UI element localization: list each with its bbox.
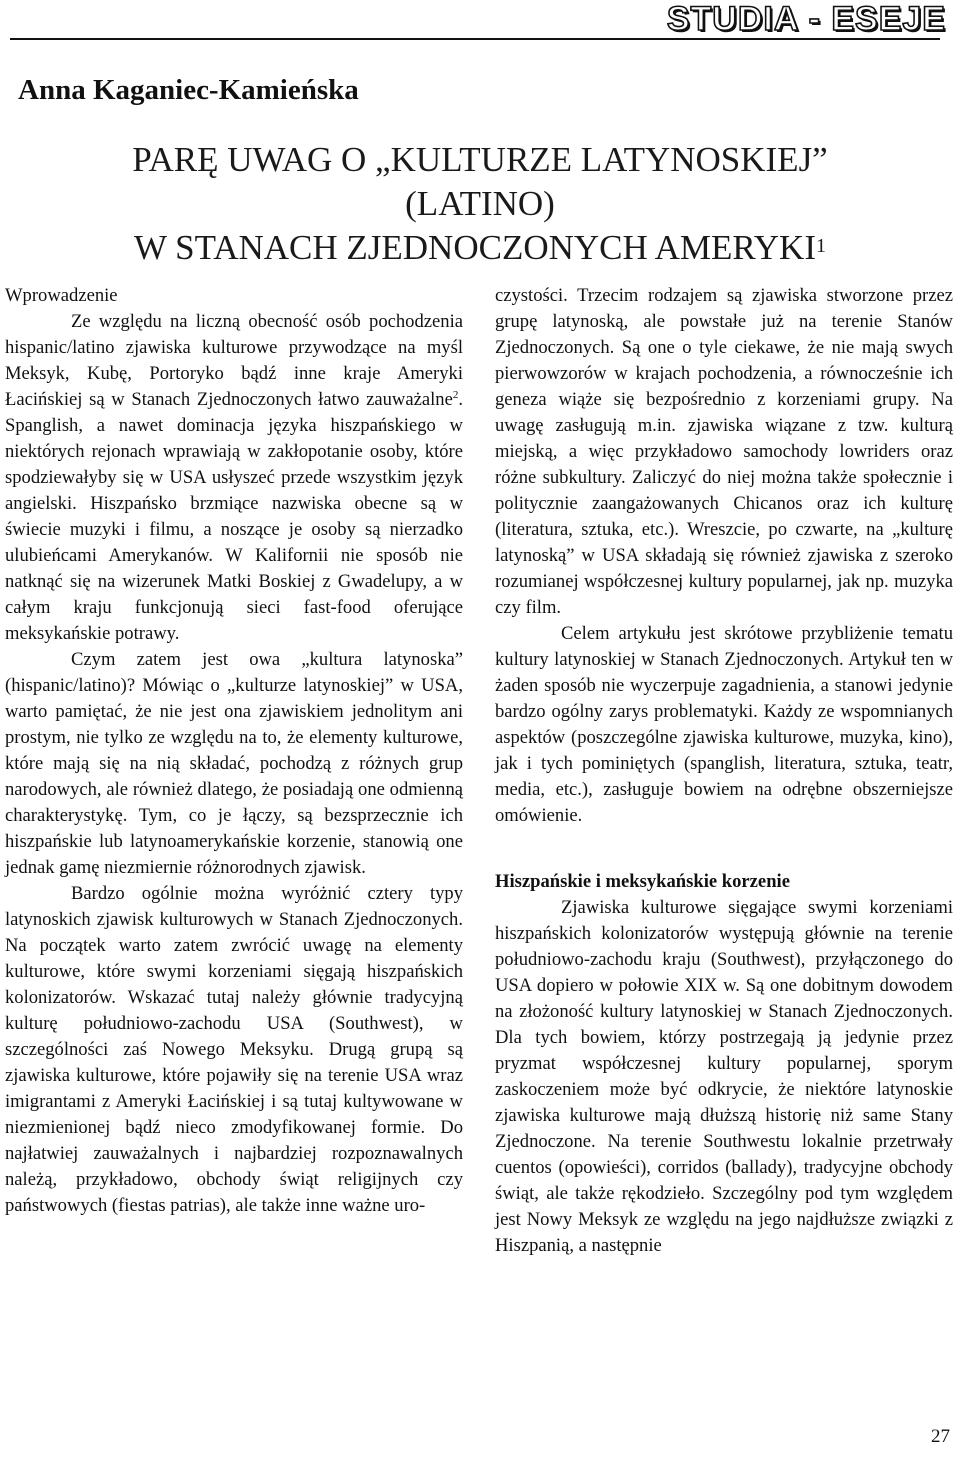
paragraph-text: Ze względu na liczną obecność osób pochodzenia hispanic/latino zjawiska kulturowe przywodzące na myśl Meksyk, Kubę, Portoryko bądź inne kraje Ameryki Łacińskiej są w Stanach Zjednoczonych łatwo zauważalne (5, 311, 463, 410)
paragraph: czystości. Trzecim rodzajem są zjawiska stworzone przez grupę latynoską, ale powstałe już na terenie Stanów Zjednoczonych. Są one o tyle ciekawe, że nie mają swych pierwowzorów w krajach pochodzenia, a równocześnie ich geneza wiąże się bezpośrednio z korzeniami grupy. Na uwagę zasługują m.in. zjawiska wiązane z tzw. kulturą miejską, a więc przykładowo samochody lowriders oraz różne subkultury. Zaliczyć do niej można także społecznie i politycznie zaangażowanych Chicanos oraz ich kulturę (literatura, sztuka, etc.). Wreszcie, po czwarte, na „kulturę latynoską” w USA składają się również zjawiska z szeroko rozumianej współczesnej kultury popularnej, jak np. muzyka czy film. (495, 285, 953, 618)
paragraph: Zjawiska kulturowe sięgające swymi korzeniami hiszpańskich kolonizatorów występują głównie na terenie południowo-zachodu kraju (Southwest), przyłączonego do USA dopiero w połowie XIX w. Są one dobitnym dowodem na złożoność kultury latynoskiej w Stanach Zjednoczonych. Dla tych bowiem, którzy postrzegają ją jedynie przez pryzmat współczesnej kultury popularnej, sporym zaskoczeniem może być odkrycie, że niektóre latynoskie zjawiska kulturowe mają dłuższą historię niż same Stany Zjednoczone. Na terenie Southwestu lokalnie przetrwały cuentos (opowieści), corridos (ballady), tradycyjne obchody świąt, ale także rękodzieło. Szczególny pod tym względem jest Nowy Meksyk ze względu na jego najdłuższe związki z Hiszpanią, a następnie (495, 897, 953, 1256)
article-title (40, 138, 920, 270)
author-name: Anna Kaganiec-Kamieńska (18, 74, 359, 106)
footnote-mark: 2 (452, 388, 459, 401)
section-label: STUDIA - ESEJE (666, 0, 946, 38)
title-line-3 (40, 226, 920, 270)
title-line-3-text: W STANACH ZJEDNOCZONYCH AMERYKI (134, 228, 816, 267)
paragraph: Celem artykułu jest skrótowe przybliżenie tematu kultury latynoskiej w Stanach Zjednoczonych. Artykuł ten w żaden sposób nie wyczerpuje zagadnienia, a stanowi jedynie bardzo ogólny zarys problematyki. Każdy ze wspomnianych aspektów (poszczególne zjawiska kulturowe, muzyka, kino), jak i tych pominiętych (spanglish, literatura, sztuka, teatr, media, etc.), zasługuje bowiem na odrębne obszerniejsze omówienie. (495, 623, 953, 826)
paragraph-text: . Spanglish, a nawet dominacja języka hiszpańskiego w niektórych rejonach wprawiają w zakłopotanie osoby, które spodziewałyby się w USA usłyszeć przede wszystkim język angielski. Hiszpańsko brzmiące nazwiska obecne są w świecie muzyki i filmu, a noszące je osoby są nierzadko ulubieńcami Amerykanów. W Kalifornii nie sposób nie natknąć się na wizerunek Matki Boskiej z Gwadelupy, a w całym kraju funkcjonują sieci fast-food oferujące meksykańskie potrawy. (5, 389, 463, 644)
title-footnote-mark: 1 (816, 235, 826, 257)
left-column (5, 283, 463, 1219)
paragraph (5, 309, 463, 647)
title-line-2: (LATINO) (405, 184, 555, 223)
section-heading: Hiszpańskie i meksykańskie korzenie (495, 871, 790, 892)
paragraph: Bardzo ogólnie można wyróżnić cztery typy latynoskich zjawisk kulturowych w Stanach Zjednoczonych. Na początek warto zatem zwrócić uwagę na elementy kulturowe, które swymi korzeniami sięgają hiszpańskich kolonizatorów. Wskazać tutaj należy głównie tradycyjną kulturę południowo-zachodu USA (Southwest), w szczególności zaś Nowego Meksyku. Drugą grupą są zjawiska kulturowe, które pojawiły się na terenie USA wraz imigrantami z Ameryki Łacińskiej i są tutaj kultywowane w niezmienionej bądź nieco zmodyfikowanej formie. Do najłatwiej zauważalnych i najbardziej rozpoznawalnych należą, przykładowo, obchody świąt religijnych czy państwowych (fiestas patrias), ale także inne ważne uro- (5, 883, 463, 1216)
right-column (495, 283, 953, 1259)
section-heading-intro: Wprowadzenie (5, 285, 118, 306)
title-line-1: PARĘ UWAG O „KULTURZE LATYNOSKIEJ” (132, 140, 828, 179)
paragraph: Czym zatem jest owa „kultura latynoska” (hispanic/latino)? Mówiąc o „kulturze latynoskiej” w USA, warto pamiętać, że nie jest ona zjawiskiem jednolitym ani prostym, nie tylko ze względu na to, że elementy kulturowe, które mają się na nią składać, pochodzą z różnych grup narodowych, ale również dlatego, że posiadają one odmienną charakterystykę. Tym, co je łączy, są bezsprzecznie ich hiszpańskie lub latynoamerykańskie korzenie, stanowią one jednak gamę niezmiernie różnorodnych zjawisk. (5, 649, 463, 878)
page-number: 27 (931, 1426, 950, 1447)
